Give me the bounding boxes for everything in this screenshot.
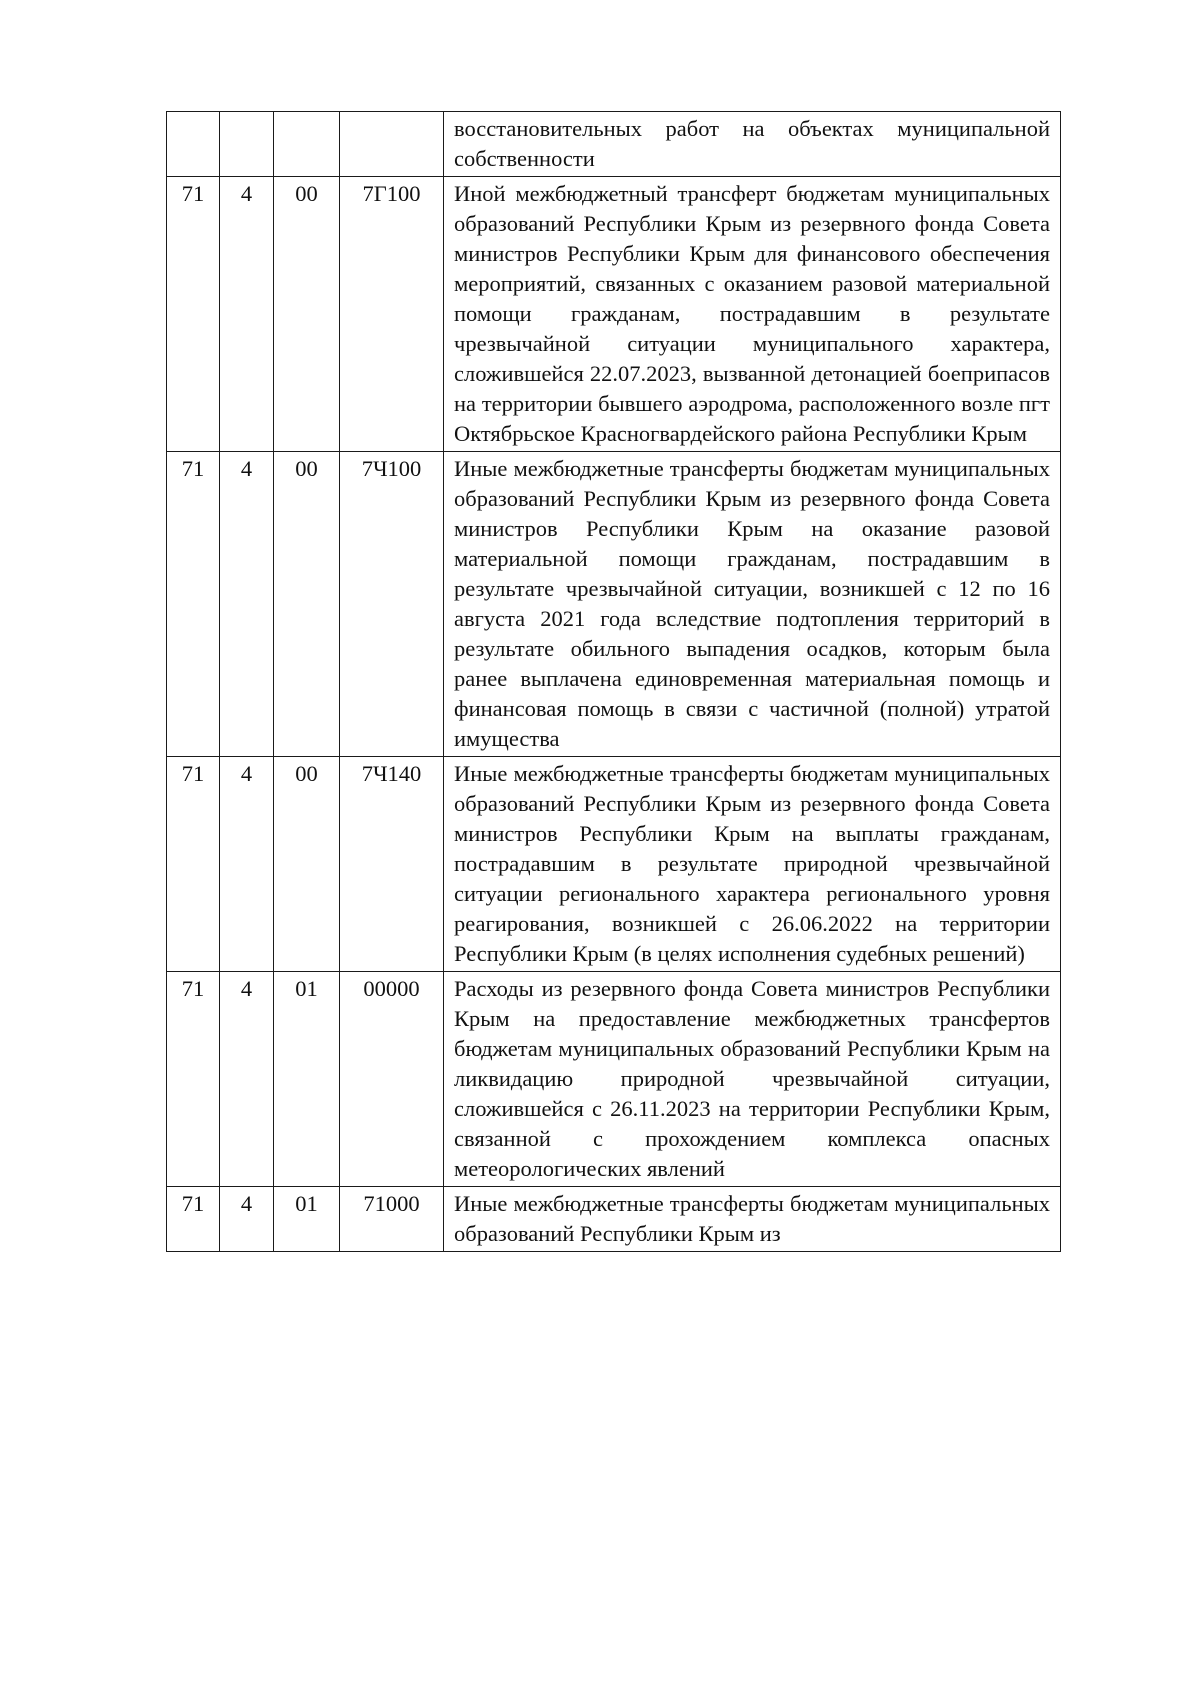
activity-code-cell: 00 [274,177,340,452]
program-code-cell: 71 [167,972,220,1187]
program-code-cell: 71 [167,452,220,757]
table-row [167,972,1061,1187]
program-code-cell [167,112,220,177]
activity-code-cell: 00 [274,757,340,972]
direction-code-cell: 00000 [340,972,444,1187]
direction-code-cell: 7Г100 [340,177,444,452]
subprogram-code-cell: 4 [220,452,274,757]
direction-code-cell: 7Ч140 [340,757,444,972]
description-cell: Иные межбюджетные трансферты бюджетам муниципальных образований Республики Крым из резервного фонда Совета министров Республики Крым на оказание разовой материальной помощи гражданам, пострадавшим в результате чрезвычайной ситуации, возникшей с 12 по 16 августа 2021 года вследствие подтопления территорий в результате обильного выпадения осадков, которым была ранее выплачена единовременная материальная помощь и финансовая помощь в связи с частичной (полной) утратой имущества [444,452,1061,757]
activity-code-cell: 00 [274,452,340,757]
subprogram-code-cell: 4 [220,177,274,452]
table-row [167,1187,1061,1252]
budget-classification-table [166,111,1061,1252]
table-row [167,112,1061,177]
description-cell: Расходы из резервного фонда Совета министров Республики Крым на предоставление межбюджетных трансфертов бюджетам муниципальных образований Республики Крым на ликвидацию природной чрезвычайной ситуации, сложившейся с 26.11.2023 на территории Республики Крым, связанной с прохождением комплекса опасных метеорологических явлений [444,972,1061,1187]
activity-code-cell: 01 [274,1187,340,1252]
program-code-cell: 71 [167,177,220,452]
description-cell: Иной межбюджетный трансферт бюджетам муниципальных образований Республики Крым из резервного фонда Совета министров Республики Крым для финансового обеспечения мероприятий, связанных с оказанием разовой материальной помощи гражданам, пострадавшим в результате чрезвычайной ситуации муниципального характера, сложившейся 22.07.2023, вызванной детонацией боеприпасов на территории бывшего аэродрома, расположенного возле пгт Октябрьское Красногвардейского района Республики Крым [444,177,1061,452]
direction-code-cell: 7Ч100 [340,452,444,757]
table-row [167,177,1061,452]
table-row [167,757,1061,972]
direction-code-cell: 71000 [340,1187,444,1252]
activity-code-cell: 01 [274,972,340,1187]
direction-code-cell [340,112,444,177]
subprogram-code-cell: 4 [220,972,274,1187]
program-code-cell: 71 [167,1187,220,1252]
description-cell: Иные межбюджетные трансферты бюджетам муниципальных образований Республики Крым из [444,1187,1061,1252]
table-row [167,452,1061,757]
program-code-cell: 71 [167,757,220,972]
activity-code-cell [274,112,340,177]
subprogram-code-cell [220,112,274,177]
description-cell: Иные межбюджетные трансферты бюджетам муниципальных образований Республики Крым из резервного фонда Совета министров Республики Крым на выплаты гражданам, пострадавшим в результате природной чрезвычайной ситуации регионального характера регионального уровня реагирования, возникшей с 26.06.2022 на территории Республики Крым (в целях исполнения судебных решений) [444,757,1061,972]
subprogram-code-cell: 4 [220,1187,274,1252]
subprogram-code-cell: 4 [220,757,274,972]
description-cell: восстановительных работ на объектах муниципальной собственности [444,112,1061,177]
